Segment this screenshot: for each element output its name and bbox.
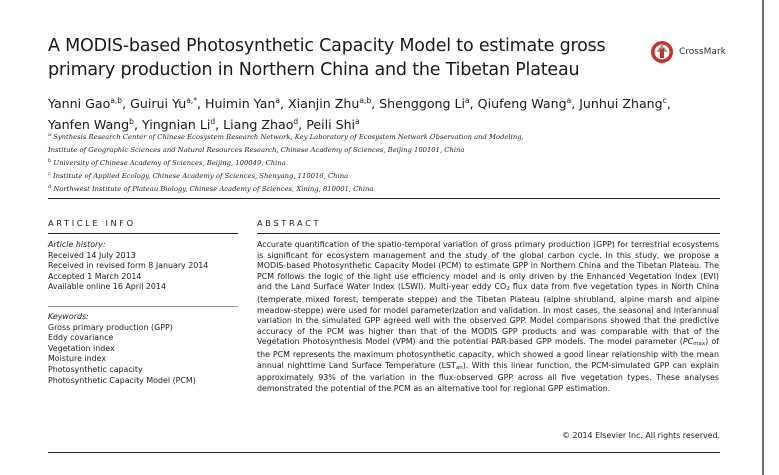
article-title xyxy=(48,34,628,82)
history-item: Received 14 July 2013 xyxy=(48,250,136,260)
title-line-2: primary production in Northern China and the Tibetan Plateau xyxy=(48,60,580,80)
author[interactable]: Guirui $Yu^{a,*}$ xyxy=(130,96,197,111)
keyword-item: Photosynthetic capacity xyxy=(48,364,143,374)
affiliation-line: $^a$ Synthesis Research Center of Chinese Ecosystem Research Network, Key Laboratory of Ecosystem Network Observation and Modeling, xyxy=(48,132,524,141)
author[interactable]: Yingnian Li$^d$ xyxy=(141,117,216,132)
history-item: Available online 16 April 2014 xyxy=(48,282,166,292)
keywords-label: Keywords: xyxy=(48,312,89,321)
affiliation-line: $^c$ Institute of Applied Ecology, Chinese Academy of Sciences, Shenyang, 110016, China xyxy=(48,171,349,180)
affiliation-line: $^d$ Northwest Institute of Plateau Biology, Chinese Academy of Sciences, Xining, 810001, China xyxy=(48,184,374,193)
abstract-rule xyxy=(257,233,720,234)
author-list: Yanni Gao$^{a,b}$, Guirui $Yu^{a,*}$, Huimin Yan$^a$, Xianjin Zhu$^{a,b}$, Shenggong Li$^a$, Qiufeng Wang$^a$, Junhui Zhang$^c$, Yanfen Wang$^b$, Yingnian Li$^d$, Liang Zhao$^d$, Peili Shi$^a$ xyxy=(48,96,671,132)
keyword-item: Photosynthetic Capacity Model (PCM) xyxy=(48,375,196,385)
author[interactable]: Yanni Gao$^{a,b}$ xyxy=(48,96,123,111)
abstract-bottom-rule xyxy=(48,452,720,453)
keyword-item: Vegetation index xyxy=(48,343,115,353)
author[interactable]: Yanfen Wang$^b$ xyxy=(48,117,134,132)
author[interactable]: Shenggong Li$^a$ xyxy=(379,96,470,111)
history-label: Article history: xyxy=(48,240,106,249)
article-history xyxy=(48,240,238,293)
affiliation-list xyxy=(48,130,708,195)
history-item: Received in revised form 8 January 2014 xyxy=(48,261,209,271)
keyword-item: Eddy covariance xyxy=(48,333,114,343)
article-info-rule xyxy=(48,233,238,234)
copyright-notice: © 2014 Elsevier Inc. All rights reserved. xyxy=(562,431,720,440)
author[interactable]: Xianjin Zhu$^{a,b}$ xyxy=(287,96,372,111)
article-info-heading: ARTICLE INFO xyxy=(48,218,136,228)
abstract-heading: ABSTRACT xyxy=(257,218,322,228)
header-divider xyxy=(48,198,720,199)
crossmark-badge[interactable] xyxy=(650,40,760,66)
author[interactable]: Qiufeng Wang$^a$ xyxy=(477,96,572,111)
author[interactable]: Huimin Yan$^a$ xyxy=(204,96,280,111)
crossmark-icon xyxy=(650,40,674,64)
abstract-text: Accurate quantification of the spatio-temporal variation of gross primary production (GPP) for terrestrial ecosystems is significant for ecosystem management and the study of the global carbon cycle. In this study, we propose a MODIS-based Photosynthetic Capacity Model (PCM) to estimate GPP in Northern China and the Tibetan Plateau. The PCM follows the logic of the light use efficiency model and is only driven by the Enhanced Vegetation Index (EVI) and the Land Surface Water Index (LSWI). Multi-year eddy $CO_2$ flux data from five vegetation types in North China (temperate mixed forest, temperate steppe) and the Tibetan Plateau (alpine shrubland, alpine marsh and alpine meadow-steppe) were used for model parameterization and validation. In most cases, the seasonal and interannual variation in the simulated GPP agreed well with the observed GPP. Model comparisons showed that the predictive accuracy of the PCM was higher than that of the MODIS GPP products and was comparable with that of the Vegetation Photosynthesis Model (VPM) and the potential PAR-based GPP models. The model parameter $(PC_{max})$ of the PCM represents the maximum photosynthetic capacity, which showed a good linear relationship with the mean annual nighttime Land Surface Temperature $(LST_{an})$. With this linear function, the PCM-simulated GPP can explain approximately 93% of the variation in the flux-observed GPP across all five vegetation types. These analyses demonstrated the potential of the PCM as an alternative tool for regional GPP estimation. xyxy=(257,240,719,393)
keyword-item: Gross primary production (GPP) xyxy=(48,322,173,332)
crossmark-label: CrossMark xyxy=(679,47,726,57)
keyword-item: Moisture index xyxy=(48,354,107,364)
affiliation-line: $^b$ University of Chinese Academy of Sciences, Beijing, 100049, China xyxy=(48,158,286,167)
keywords xyxy=(48,312,238,386)
title-line-1: A MODIS-based Photosynthetic Capacity Model to estimate gross xyxy=(48,36,606,56)
affiliation-line: Institute of Geographic Sciences and Natural Resources Research, Chinese Academy of Sciences, Beijing 100101, China xyxy=(48,146,465,154)
history-item: Accepted 1 March 2014 xyxy=(48,271,142,281)
author[interactable]: Junhui Zhang$^c$ xyxy=(579,96,667,111)
author[interactable]: Liang Zhao$^d$ xyxy=(223,117,299,132)
page-edge-rule xyxy=(762,0,764,475)
keywords-rule xyxy=(48,306,238,307)
author[interactable]: Peili Shi$^a$ xyxy=(306,117,360,132)
